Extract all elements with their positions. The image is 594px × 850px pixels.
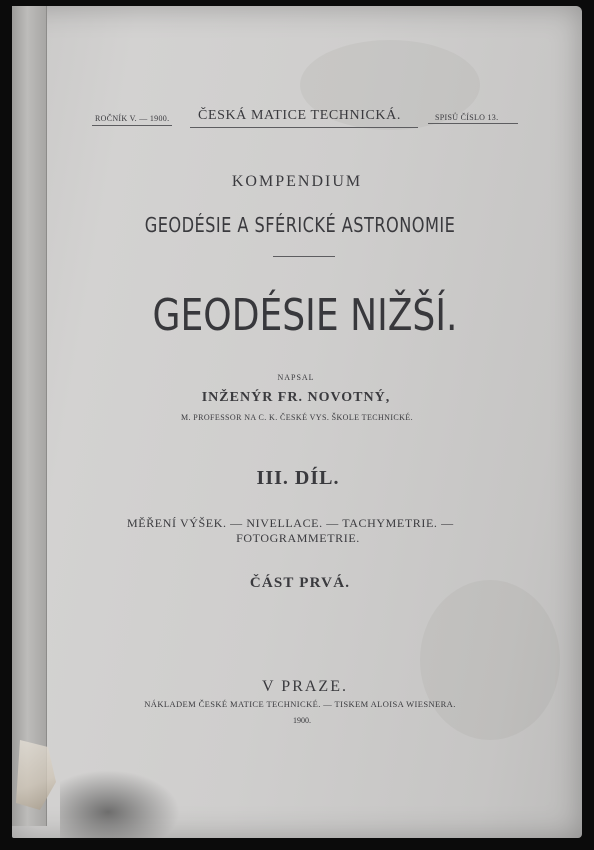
kompendium-heading: KOMPENDIUM [231, 173, 363, 190]
title-divider [273, 256, 335, 257]
publisher-line: NÁKLADEM ČESKÉ MATICE TECHNICKÉ. — TISKEM ALOISA WIESNERA. [144, 699, 456, 709]
publication-year: 1900. [293, 716, 311, 725]
author-name: INŽENÝR FR. NOVOTNÝ, [201, 390, 391, 405]
author-intro: NAPSAL [277, 373, 315, 382]
part-label: ČÁST PRVÁ. [249, 575, 351, 591]
series-volume-year: ROČNÍK V. — 1900. [95, 114, 170, 123]
corner-shadow [60, 770, 180, 840]
book-title: GEODÉSIE NIŽŠÍ. [152, 290, 458, 341]
work-subtitle: GEODÉSIE A SFÉRICKÉ ASTRONOMIE [144, 213, 456, 237]
series-number: SPISŮ ČÍSLO 13. [435, 113, 499, 122]
author-position: M. PROFESSOR NA C. K. ČESKÉ VYS. ŠKOLE TECHNICKÉ. [180, 413, 413, 422]
topics-line-1: MĚŘENÍ VÝŠEK. — NIVELLACE. — TACHYMETRIE. — [127, 516, 454, 530]
series-left-rule [92, 125, 172, 126]
series-right-rule [428, 123, 518, 124]
series-name: ČESKÁ MATICE TECHNICKÁ. [198, 108, 401, 123]
volume-label: III. DÍL. [256, 467, 340, 489]
publication-place: V PRAZE. [262, 678, 348, 695]
topics-line-2: FOTOGRAMMETRIE. [236, 531, 360, 545]
series-main-rule [190, 127, 418, 128]
